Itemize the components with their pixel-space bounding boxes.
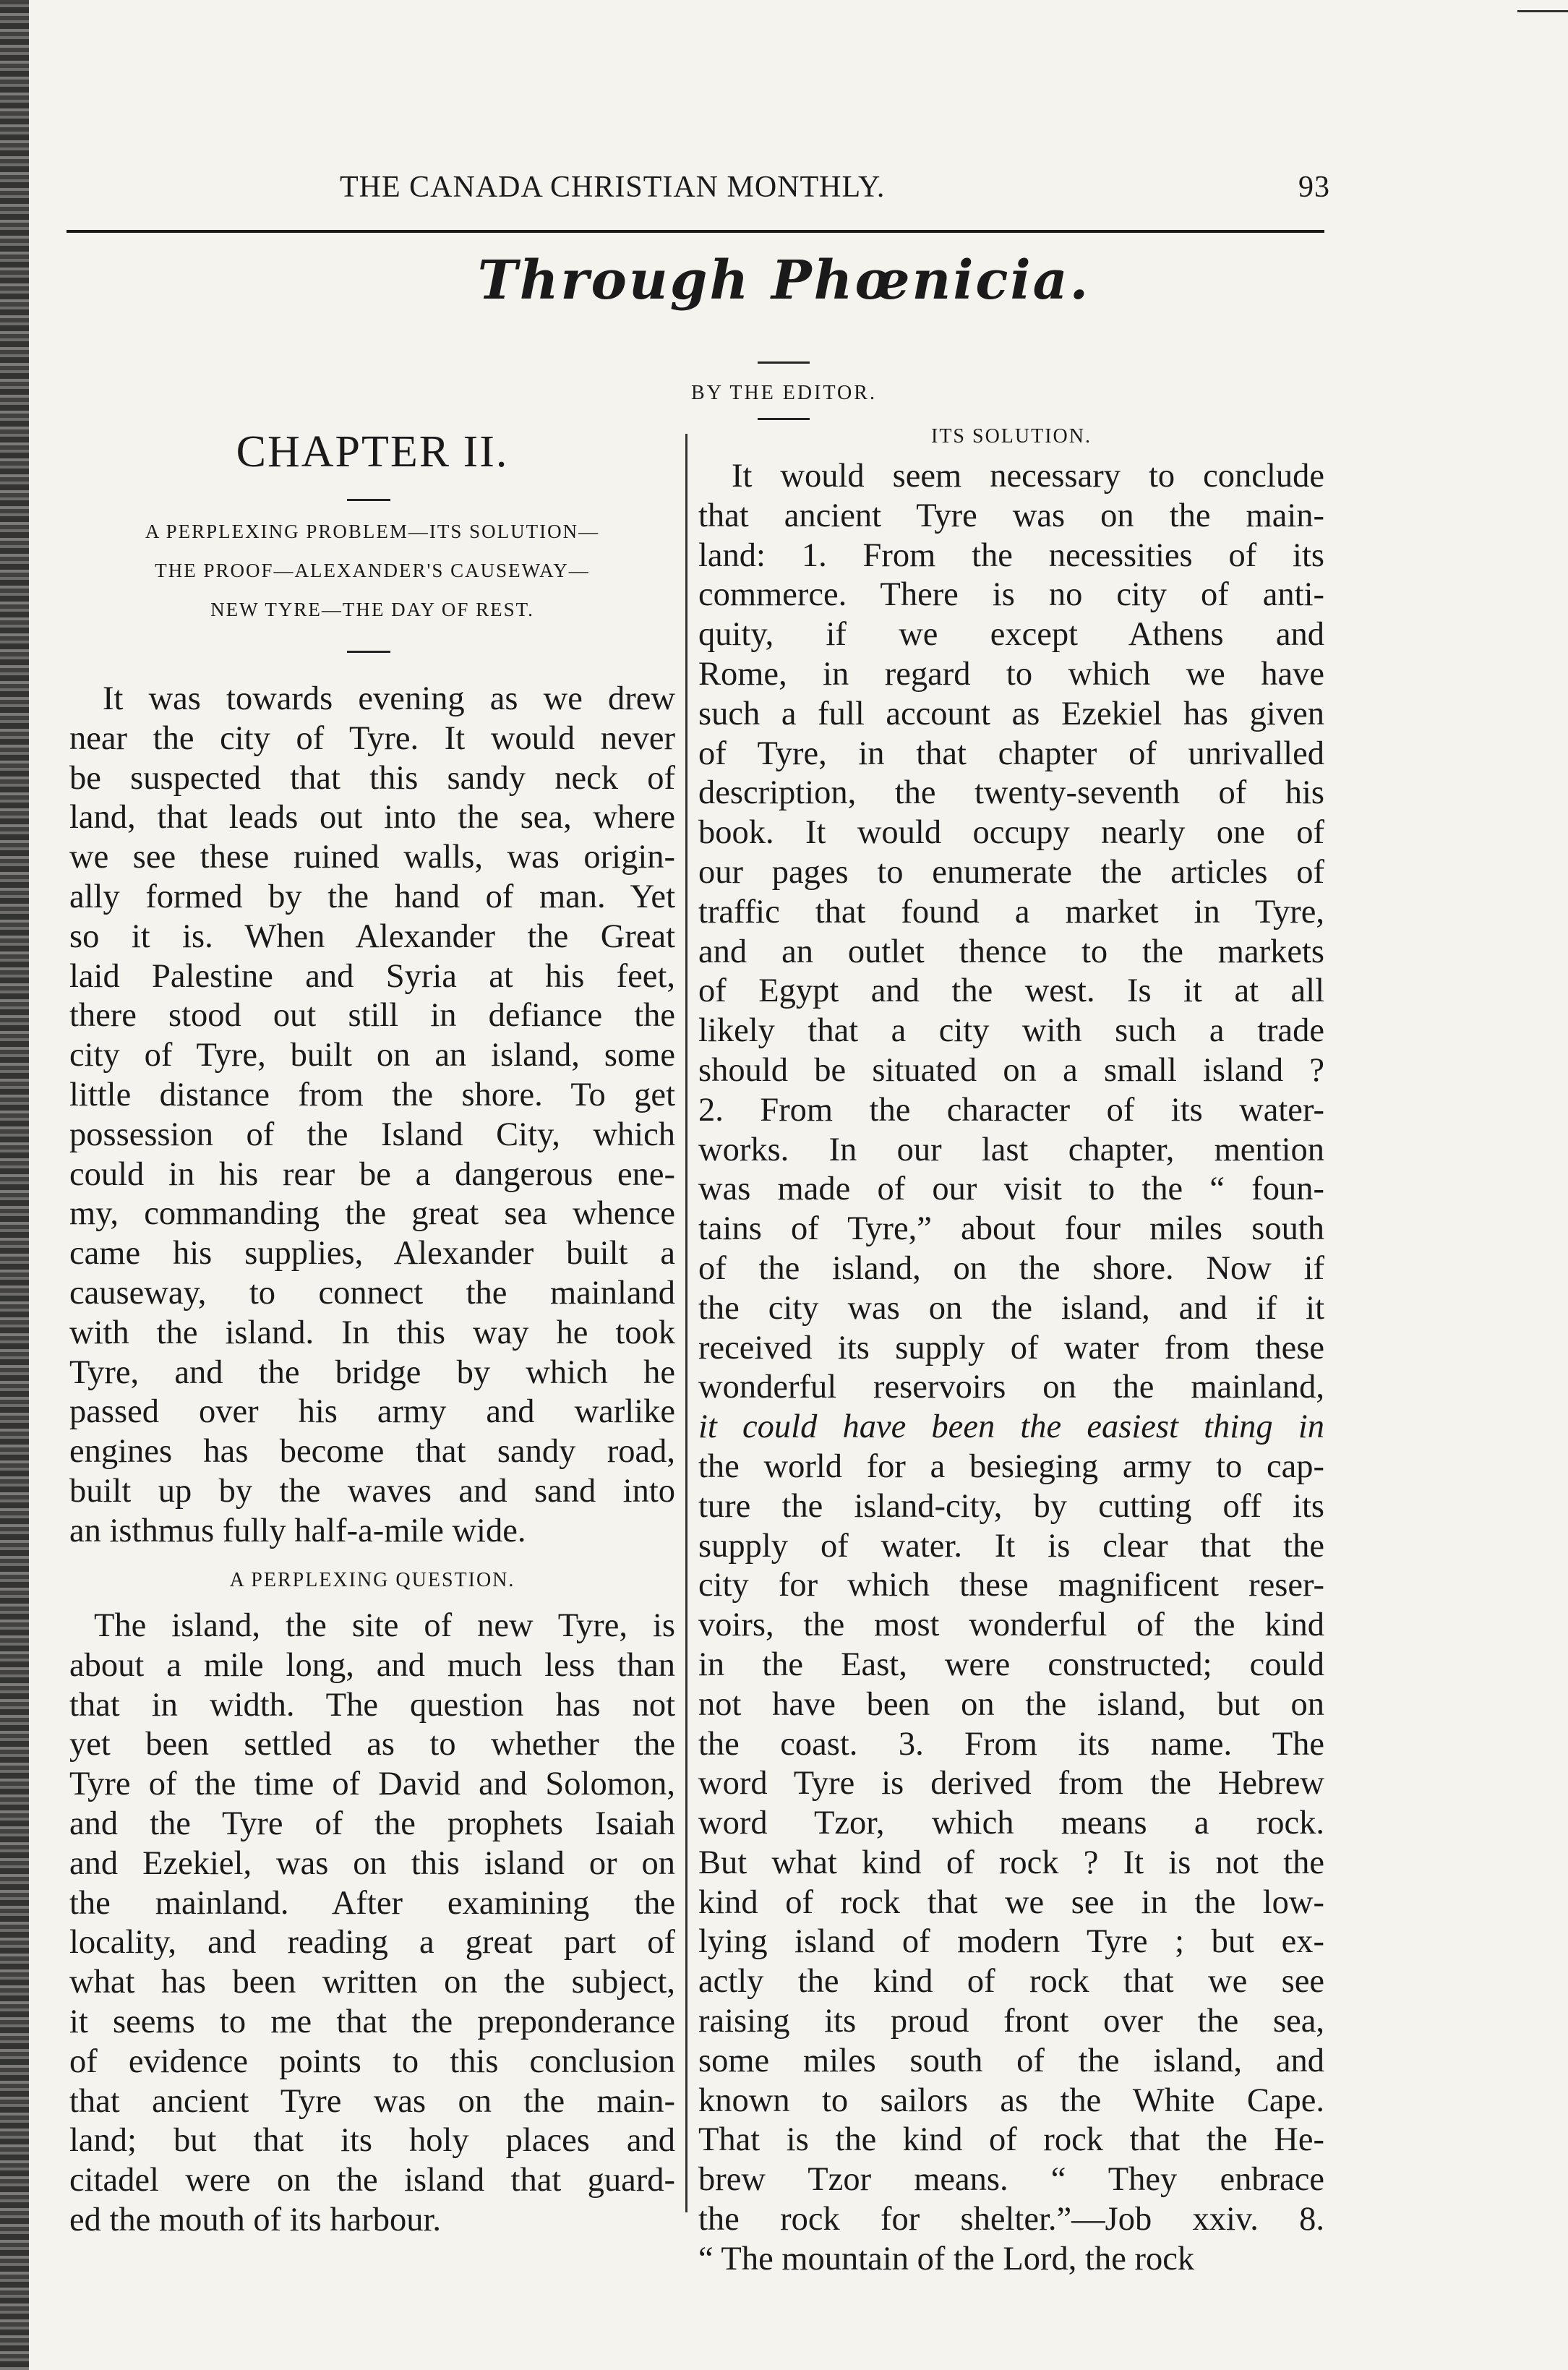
text-line: that in width. The question has not	[69, 1686, 675, 1724]
text-line: 2. From the character of its water-	[698, 1091, 1324, 1129]
text-line: Tyre of the time of David and Solomon,	[69, 1766, 675, 1803]
text-line: what has been written on the subject,	[69, 1964, 675, 2001]
text-line: brew Tzor means. “ They enbrace	[698, 2161, 1324, 2199]
text-line: Tyre, and the bridge by which he	[69, 1353, 675, 1391]
text-line: should be situated on a small island ?	[698, 1051, 1324, 1089]
text-line: known to sailors as the White Cape.	[698, 2082, 1324, 2119]
text-line: word Tyre is derived from the Hebrew	[698, 1765, 1324, 1802]
text-line: likely that a city with such a trade	[698, 1012, 1324, 1050]
text-line: little distance from the shore. To get	[69, 1076, 675, 1113]
chapter-rule	[347, 499, 390, 501]
text-line: and Ezekiel, was on this island or on	[69, 1844, 675, 1882]
subhead-perplexing-question: A PERPLEXING QUESTION.	[229, 1569, 515, 1591]
text-line: works. In our last chapter, mention	[698, 1131, 1324, 1168]
text-line: possession of the Island City, which	[69, 1116, 675, 1153]
text-line: my, commanding the great sea whence	[69, 1195, 675, 1233]
text-line: city for which these magnificent reser-	[698, 1567, 1324, 1604]
text-line: could in his rear be a dangerous ene-	[69, 1155, 675, 1193]
text-line: lying island of modern Tyre ; but ex-	[698, 1923, 1324, 1961]
text-line: it could have been the easiest thing in	[698, 1408, 1324, 1446]
byline: BY THE EDITOR.	[691, 382, 877, 404]
text-line: was made of our visit to the “ foun-	[698, 1171, 1324, 1208]
text-line: Rome, in regard to which we have	[698, 655, 1324, 693]
title-rule	[758, 362, 810, 364]
text-line: “ The mountain of the Lord, the rock	[698, 2240, 1195, 2277]
text-line: received its supply of water from these	[698, 1329, 1324, 1366]
text-line: land, that leads out into the sea, where	[69, 799, 675, 837]
text-line: quity, if we except Athens and	[698, 616, 1324, 654]
text-line: about a mile long, and much less than	[69, 1646, 675, 1684]
text-line: passed over his army and warlike	[69, 1393, 675, 1431]
page-number: 93	[1298, 171, 1330, 204]
text-line: that ancient Tyre was on the main-	[698, 497, 1324, 534]
text-line: voirs, the most wonderful of the kind	[698, 1607, 1324, 1644]
text-line: land; but that its holy places and	[69, 2122, 675, 2160]
text-line: It was towards evening as we drew	[103, 680, 675, 717]
left-paragraph-2	[69, 1607, 675, 2241]
text-line: so it is. When Alexander the Great	[69, 917, 675, 955]
text-line: be suspected that this sandy neck of	[69, 759, 675, 797]
text-line: our pages to enumerate the articles of	[698, 853, 1324, 891]
text-line: commerce. There is no city of anti-	[698, 576, 1324, 614]
article-title: Through Phœnicia.	[477, 249, 1091, 312]
text-line: ed the mouth of its harbour.	[69, 2201, 441, 2238]
left-paragraph-1	[69, 680, 675, 1552]
text-line: laid Palestine and Syria at his feet,	[69, 957, 675, 995]
text-line: the mainland. After examining the	[69, 1884, 675, 1922]
text-line: some miles south of the island, and	[698, 2042, 1324, 2079]
column-divider	[685, 434, 687, 2212]
text-line: yet been settled as to whether the	[69, 1726, 675, 1763]
text-line: description, the twenty-seventh of his	[698, 774, 1324, 812]
text-line: such a full account as Ezekiel has given	[698, 695, 1324, 732]
text-line: supply of water. It is clear that the	[698, 1527, 1324, 1565]
text-line: wonderful reservoirs on the mainland,	[698, 1369, 1324, 1406]
text-line: with the island. In this way he took	[69, 1314, 675, 1351]
text-line: word Tzor, which means a rock.	[698, 1805, 1324, 1842]
chapter-heading: CHAPTER II.	[236, 427, 509, 476]
text-line: it seems to me that the preponderance	[69, 2003, 675, 2040]
text-line: the rock for shelter.”—Job xxiv. 8.	[698, 2201, 1324, 2238]
subhead-its-solution: ITS SOLUTION.	[931, 425, 1092, 448]
text-line: of evidence points to this conclusion	[69, 2042, 675, 2080]
text-line: causeway, to connect the mainland	[69, 1274, 675, 1312]
journal-title: THE CANADA CHRISTIAN MONTHLY.	[340, 171, 886, 204]
text-line: near the city of Tyre. It would never	[69, 719, 675, 757]
text-line: of Tyre, in that chapter of unrivalled	[698, 735, 1324, 772]
text-line: came his supplies, Alexander built a	[69, 1235, 675, 1272]
text-line: traffic that found a market in Tyre,	[698, 893, 1324, 931]
text-line: engines has become that sandy road,	[69, 1433, 675, 1471]
summary-line: NEW TYRE—THE DAY OF REST.	[210, 599, 534, 620]
corner-mark	[1517, 10, 1568, 12]
header-rule	[67, 230, 1324, 233]
text-line: kind of rock that we see in the low-	[698, 1883, 1324, 1921]
summary-rule	[347, 651, 390, 653]
text-line: we see these ruined walls, was origin-	[69, 839, 675, 876]
text-line: the city was on the island, and if it	[698, 1289, 1324, 1327]
text-line: book. It would occupy nearly one of	[698, 814, 1324, 852]
byline-rule	[758, 418, 810, 420]
text-line: of the island, on the shore. Now if	[698, 1249, 1324, 1287]
text-line: and the Tyre of the prophets Isaiah	[69, 1805, 675, 1842]
text-line: and an outlet thence to the markets	[698, 933, 1324, 970]
text-line: ture the island-city, by cutting off its	[698, 1487, 1324, 1525]
summary-line: THE PROOF—ALEXANDER'S CAUSEWAY—	[155, 560, 590, 581]
text-line: there stood out still in defiance the	[69, 997, 675, 1035]
text-line: in the East, were constructed; could	[698, 1646, 1324, 1683]
summary-line: A PERPLEXING PROBLEM—ITS SOLUTION—	[145, 521, 600, 542]
text-line: city of Tyre, built on an island, some	[69, 1037, 675, 1074]
binding-edge	[0, 0, 29, 2370]
text-line: an isthmus fully half-a-mile wide.	[69, 1512, 526, 1549]
right-paragraph	[698, 457, 1324, 2280]
text-line: the coast. 3. From its name. The	[698, 1725, 1324, 1763]
text-line: not have been on the island, but on	[698, 1685, 1324, 1723]
text-line: That is the kind of rock that the He-	[698, 2121, 1324, 2159]
text-line: raising its proud front over the sea,	[698, 2003, 1324, 2040]
text-line: citadel were on the island that guard-	[69, 2162, 675, 2199]
text-line: land: 1. From the necessities of its	[698, 536, 1324, 574]
text-line: actly the kind of rock that we see	[698, 1963, 1324, 2001]
text-line: of Egypt and the west. Is it at all	[698, 972, 1324, 1010]
text-line: built up by the waves and sand into	[69, 1472, 675, 1510]
text-line: that ancient Tyre was on the main-	[69, 2082, 675, 2120]
text-line: tains of Tyre,” about four miles south	[698, 1210, 1324, 1248]
text-line: But what kind of rock ? It is not the	[698, 1844, 1324, 1881]
text-line: locality, and reading a great part of	[69, 1924, 675, 1962]
text-line: The island, the site of new Tyre, is	[94, 1607, 675, 1644]
text-line: ally formed by the hand of man. Yet	[69, 878, 675, 915]
text-line: It would seem necessary to conclude	[732, 458, 1324, 495]
text-line: the world for a besieging army to cap-	[698, 1447, 1324, 1485]
chapter-summary	[69, 512, 675, 629]
